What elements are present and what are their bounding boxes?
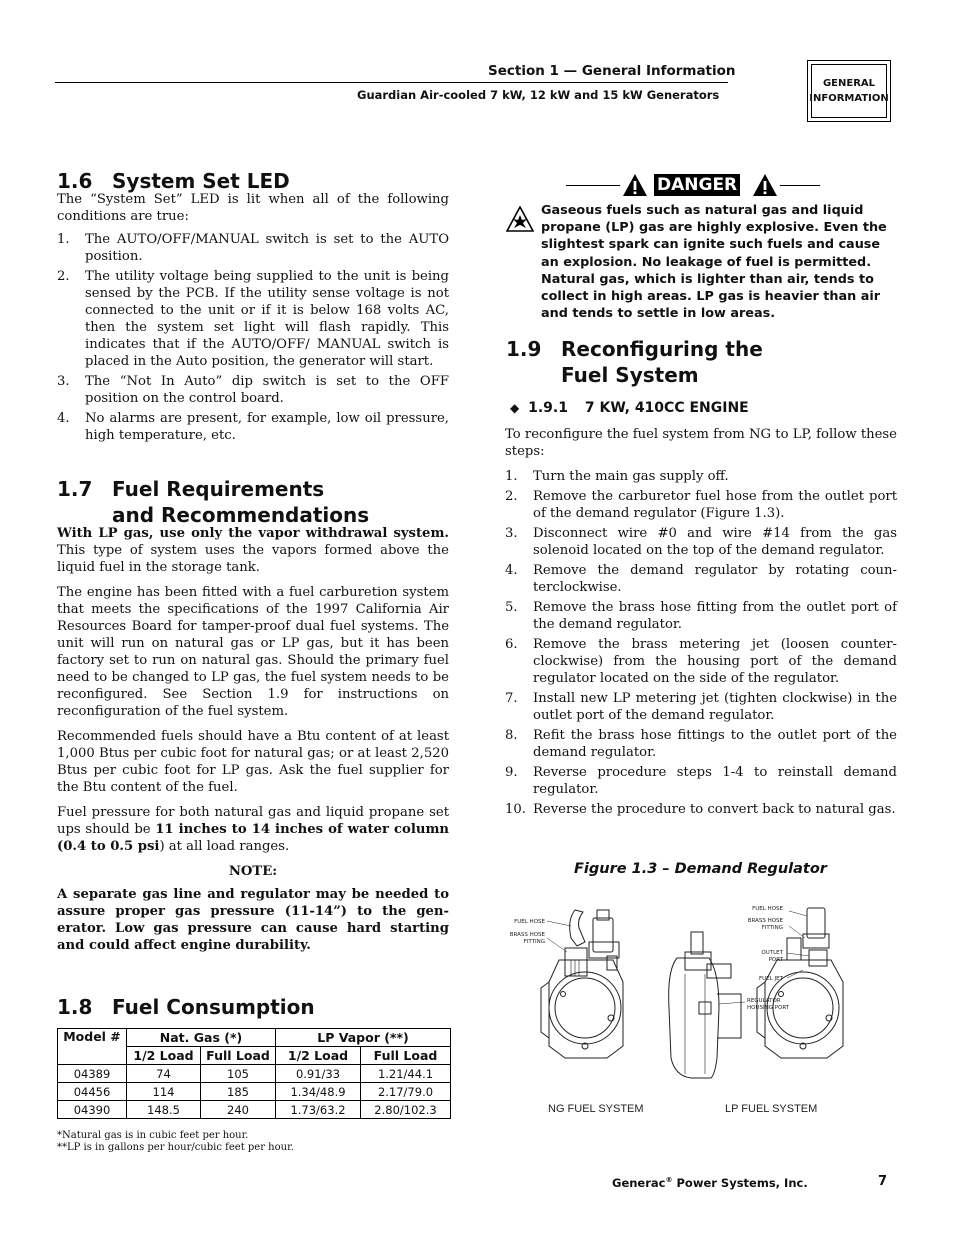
table-cell: 114 [127, 1083, 201, 1101]
heading-number: 1.7 [57, 477, 93, 501]
item-text: The utility voltage being supplied to the unit is being sensed by the PCB. If the utility sense voltage is not connected to the unit or if it is below 168 volts AC, then the system set light will flash rapidly. This indicates that if the AUTO/OFF/ MANUAL switch is placed in the Auto position, the generator will start. [85, 269, 449, 369]
label-fuel-hose: FUEL HOSE [752, 906, 783, 912]
steps-list [505, 468, 897, 818]
item-text: Reverse the procedure to convert back to natural gas. [533, 802, 896, 817]
label-ng-fuel-system: NG FUEL SYSTEM [548, 1103, 644, 1115]
fuel-consumption-table [57, 1028, 451, 1119]
banner-rule [780, 185, 820, 186]
section-1-6-body [57, 191, 449, 447]
list-item [57, 373, 449, 407]
text: Fuel pressure for both natural gas and liquid propane set ups should be [57, 805, 449, 837]
heading-title: System Set LED [112, 169, 290, 193]
warning-triangle-icon [752, 173, 778, 197]
item-number: 9. [505, 765, 518, 780]
heading-number: 1.8 [57, 995, 93, 1019]
table-cell: 2.80/102.3 [361, 1101, 451, 1119]
item-text: The AUTO/OFF/MANUAL switch is set to the AUTO position. [85, 232, 449, 264]
heading-title: Fuel Consumption [112, 995, 315, 1019]
explosion-hazard-icon [506, 206, 534, 232]
table-row [58, 1083, 451, 1101]
danger-label: DANGER [654, 174, 740, 196]
item-number: 1. [57, 232, 70, 247]
paragraph [57, 525, 449, 576]
item-number: 4. [57, 411, 70, 426]
item-text: Turn the main gas supply off. [533, 469, 729, 484]
list-item [505, 801, 897, 818]
heading-title: Reconfiguring the [561, 337, 763, 361]
table-cell: 105 [201, 1065, 276, 1083]
text: This type of system uses the vapors formed above the liquid fuel in the storage tank. [57, 543, 449, 575]
item-number: 2. [57, 269, 70, 284]
table-cell: 185 [201, 1083, 276, 1101]
diamond-bullet-icon: ◆ [510, 401, 520, 415]
header-full-load: Full Load [361, 1047, 451, 1065]
list-item [57, 231, 449, 265]
table-header-row [58, 1029, 451, 1047]
header-full-load: Full Load [201, 1047, 276, 1065]
table-cell: 240 [201, 1101, 276, 1119]
ng-regulator-drawing [541, 910, 623, 1058]
item-text: Refit the brass hose fittings to the outlet port of the demand regulator. [533, 728, 897, 760]
heading-1-8 [57, 994, 315, 1020]
page-number: 7 [878, 1174, 888, 1189]
subheading-number: 1.9.1 [528, 400, 568, 416]
item-number: 7. [505, 691, 518, 706]
label-brass-hose: BRASS HOSE [509, 932, 545, 938]
heading-1-9 [506, 336, 763, 388]
heading-title: Fuel Requirements [112, 477, 325, 501]
heading-number: 1.6 [57, 169, 93, 193]
paragraph [57, 804, 449, 855]
table-cell: 0.91/33 [276, 1065, 361, 1083]
section-tab-label [811, 64, 887, 118]
table-cell: 1.34/48.9 [276, 1083, 361, 1101]
table-row [58, 1101, 451, 1119]
list-item [505, 636, 897, 687]
conditions-list [57, 231, 449, 444]
item-number: 6. [505, 637, 518, 652]
note-label: NOTE: [228, 864, 278, 879]
list-item [57, 268, 449, 370]
header-rule [55, 82, 728, 83]
subheading-1-9-1 [510, 399, 749, 417]
list-item [505, 599, 897, 633]
item-text: Disconnect wire #0 and wire #14 from the gas solenoid located on the top of the demand regulator. [533, 526, 897, 558]
label-fuel-hose: FUEL HOSE [514, 919, 545, 925]
header-subtitle: Guardian Air-cooled 7 kW, 12 kW and 15 kW Generators [357, 88, 720, 102]
table-cell: 74 [127, 1065, 201, 1083]
item-text: Remove the brass metering jet (loosen counterclockwise) from the housing port of the demand regulator located on the side of the regulator. [533, 637, 897, 686]
banner-rule [566, 185, 620, 186]
paragraph: The “System Set” LED is lit when all of the following conditions are true: [57, 192, 449, 224]
label-regulator: REGULATOR [747, 998, 781, 1004]
list-item [505, 468, 897, 485]
list-item [57, 410, 449, 444]
section-1-7-body [57, 525, 449, 954]
list-item [505, 488, 897, 522]
item-number: 3. [505, 526, 518, 541]
header-lp-vapor: LP Vapor (**) [276, 1029, 451, 1047]
paragraph: To reconfigure the fuel system from NG to LP, follow these steps: [505, 427, 897, 459]
label-fuel-jet: FUEL JET [759, 976, 783, 982]
company-name-rest: Power Systems, Inc. [672, 1176, 808, 1190]
item-text: No alarms are present, for example, low oil pressure, high temperature, etc. [85, 411, 449, 443]
label-outlet-port: OUTLET [761, 950, 783, 956]
label-housing-port: HOUSING PORT [747, 1005, 790, 1011]
paragraph: The engine has been fitted with a fuel carburetion system that meets the specifications of the 1997 California Air Resources Board for tamper-proof dual fuel systems. The unit will run on natural gas or LP gas, but it has been factory set to run on natural gas. Should the primary fuel need to be changed to LP gas, the fuel system needs to be reconfigured. See Section 1.9 for instructions on reconfiguration of the fuel system. [57, 585, 449, 719]
bold-text: With LP gas, use only the vapor withdrawal system. [57, 526, 449, 541]
registered-mark: ® [665, 1176, 673, 1185]
header-nat-gas: Nat. Gas (*) [127, 1029, 276, 1047]
heading-number: 1.9 [506, 337, 542, 361]
list-item [505, 727, 897, 761]
section-tab [807, 60, 891, 122]
warning-triangle-icon [622, 173, 648, 197]
text: ) at all load ranges. [159, 839, 290, 854]
table-cell: 2.17/79.0 [361, 1083, 451, 1101]
table-cell: 04390 [58, 1101, 127, 1119]
heading-1-7 [57, 476, 369, 528]
header-half-load: 1/2 Load [127, 1047, 201, 1065]
header-half-load: 1/2 Load [276, 1047, 361, 1065]
label-brass-hose: BRASS HOSE [747, 918, 783, 924]
company-name: Generac [612, 1176, 666, 1190]
heading-title-line2: and Recommendations [112, 503, 370, 527]
table-cell: 1.73/63.2 [276, 1101, 361, 1119]
lp-regulator-side-drawing [669, 932, 741, 1078]
tab-line-1: GENERAL [822, 78, 876, 89]
item-number: 2. [505, 489, 518, 504]
table-cell: 148.5 [127, 1101, 201, 1119]
list-item [505, 562, 897, 596]
item-text: The “Not In Auto” dip switch is set to the OFF position on the control board. [85, 374, 449, 406]
tab-line-2: INFORMATION [809, 93, 889, 104]
demand-regulator-figure [505, 898, 900, 1123]
item-text: Remove the brass hose fitting from the outlet port of the demand regulator. [533, 600, 897, 632]
figure-caption: Figure 1.3 – Demand Regulator [574, 861, 827, 877]
footnote: **LP is in gallons per hour/cubic feet per hour. [57, 1142, 294, 1153]
danger-banner [566, 171, 820, 199]
note-text: A separate gas line and regulator may be needed to assure proper gas pressure (11-14”) to the generator. Low gas pressure can cause hard starting and could affect engine durability. [57, 887, 449, 953]
table-cell: 04456 [58, 1083, 127, 1101]
table-footnotes [57, 1130, 294, 1154]
header-model: Model # [58, 1029, 127, 1065]
label-lp-fuel-system: LP FUEL SYSTEM [725, 1103, 818, 1115]
list-item [505, 525, 897, 559]
label-outlet-port-2: PORT [768, 957, 783, 963]
footer-company [612, 1176, 808, 1190]
section-1-9-body [505, 426, 897, 821]
heading-title-line2: Fuel System [561, 363, 699, 387]
item-number: 3. [57, 374, 70, 389]
item-text: Reverse procedure steps 1-4 to reinstall demand regulator. [533, 765, 897, 797]
item-text: Remove the carburetor fuel hose from the outlet port of the demand regulator (Figure 1.3). [533, 489, 897, 521]
item-text: Install new LP metering jet (tighten clockwise) in the outlet port of the demand regulator. [533, 691, 897, 723]
item-text: Remove the demand regulator by rotating counterclockwise. [533, 563, 897, 595]
item-number: 4. [505, 563, 518, 578]
item-number: 5. [505, 600, 518, 615]
item-number: 10. [505, 802, 526, 817]
item-number: 8. [505, 728, 518, 743]
label-brass-hose-fitting: FITTING [761, 925, 783, 931]
paragraph: Recommended fuels should have a Btu content of at least 1,000 Btus per cubic foot for natural gas; or at least 2,520 Btus per cubic foot for LP gas. Ask the fuel supplier for the Btu content of the fuel. [57, 729, 449, 795]
table-cell: 04389 [58, 1065, 127, 1083]
table-cell: 1.21/44.1 [361, 1065, 451, 1083]
label-brass-hose-fitting: FITTING [523, 939, 545, 945]
list-item [505, 690, 897, 724]
table-row [58, 1065, 451, 1083]
item-number: 1. [505, 469, 518, 484]
subheading-title: 7 KW, 410CC ENGINE [584, 400, 749, 416]
list-item [505, 764, 897, 798]
footnote: *Natural gas is in cubic feet per hour. [57, 1130, 249, 1141]
danger-text: Gaseous fuels such as natural gas and liquid propane (LP) gas are highly explosive. Even the slightest spark can ignite such fuels and cause an explosion. No leakage of fuel is permitted. Natural gas, which is lighter than air, tends to collect in high areas. LP gas is heavier than air and tends to settle in low areas. [541, 203, 887, 322]
bold-text: 11 inches to 14 inches of water column (0.4 to 0.5 psi [57, 822, 449, 854]
header-section-title: Section 1 — General Information [488, 63, 736, 79]
